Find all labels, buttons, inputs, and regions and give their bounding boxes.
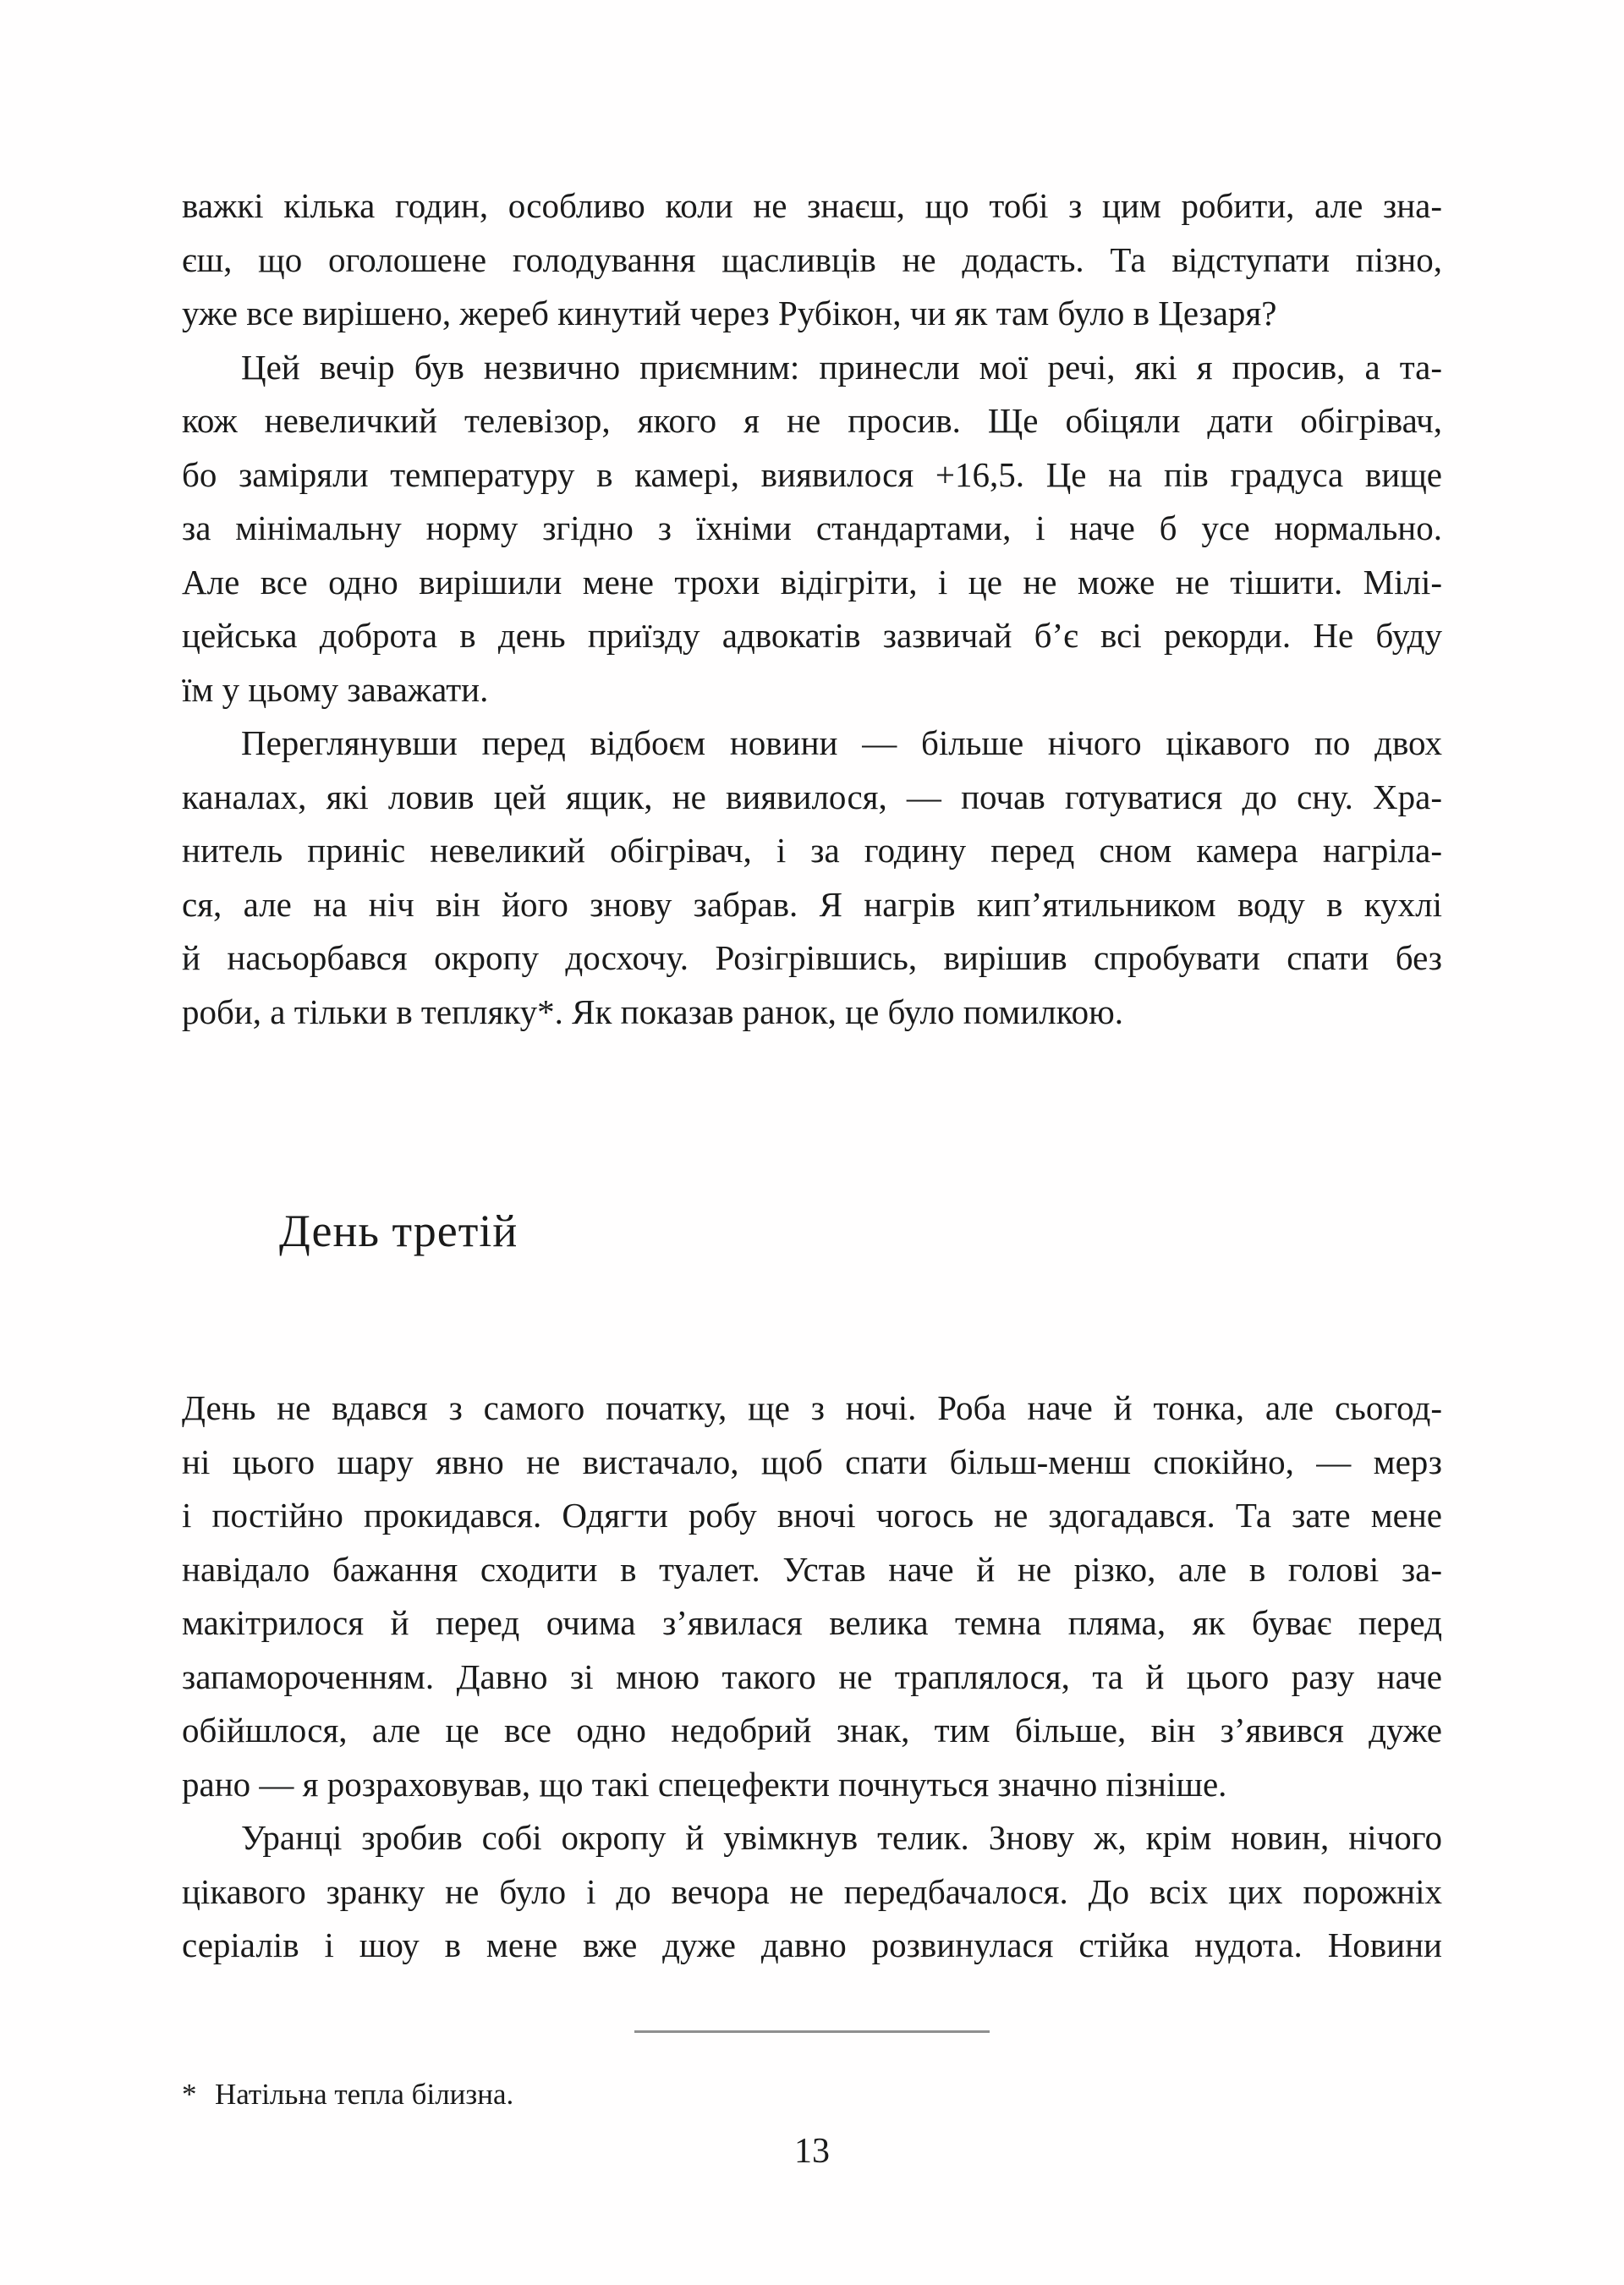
page-number: 13 (794, 2132, 830, 2171)
paragraph: День не вдався з самого початку, ще з ночі. Роба наче й тонка, але сьогод- ні цього шару явно не вистачало, щоб спати більш-менш спокійно, — мерз і постійно прокидався. Одягти робу вночі чогось не здогадався. Та зате мене навідало бажання сходити в туалет. Устав наче й не різко, але в голові за- макітрилося й перед очима з’явилася велика темна пляма, як буває перед запамороченням. Давно зі мною такого не траплялося, та й цього разу наче обійшлося, але це все одно недобрий знак, тим більше, він з’явився дуже рано — я розраховував, що такі спецефекти почнуться значно пізніше. (182, 1388, 1442, 1804)
footnote (182, 2076, 1442, 2113)
footnote-text: Натільна тепла білизна. (215, 2077, 514, 2111)
paragraph: Переглянувши перед відбоєм новини — більше нічого цікавого по двох каналах, які ловив цей ящик, не виявилося, — почав готуватися до сну. Хра- нитель приніс невеликий обігрівач, і за годину перед сном камера нагріла- ся, але на ніч він його знову забрав. Я нагрів кип’ятильником воду в кухлі й насьорбався окропу досхочу. Розігрівшись, вирішив спробувати спати без роби, а тільки в тепляку*. Як показав ранок, це було помилкою. (182, 723, 1442, 1031)
paragraph: Цей вечір був незвично приємним: принесли мої речі, які я просив, а та- кож невеличкий телевізор, якого я не просив. Ще обіцяли дати обігрівач, бо заміряли температуру в камері, виявилося +16,5. Це на пів градуса вище за мінімальну норму згідно з їхніми стандартами, і наче б усе нормально. Але все одно вирішили мене трохи відігріти, і це не може не тішити. Мілі- цейська доброта в день приїзду адвокатів зазвичай б’є всі рекорди. Не буду їм у цьому заважати. (182, 347, 1442, 709)
body-text (182, 179, 1442, 2113)
chapter-heading: День третій (279, 1206, 518, 1256)
footnote-divider (634, 2030, 990, 2033)
footnote-marker: * (182, 2077, 197, 2111)
paragraph: важкі кілька годин, особливо коли не знаєш, що тобі з цим робити, але зна- єш, що оголошене голодування щасливців не додасть. Та відступати пізно, уже все вирішено, жереб кинутий через Рубікон, чи як там було в Цезаря? (182, 186, 1442, 332)
paragraph: Уранці зробив собі окропу й увімкнув телик. Знову ж, крім новин, нічого цікавого зранку не було і до вечора не передбачалося. До всіх цих порожніх серіалів і шоу в мене вже дуже давно розвинулася стійка нудота. Новини (182, 1818, 1442, 1964)
